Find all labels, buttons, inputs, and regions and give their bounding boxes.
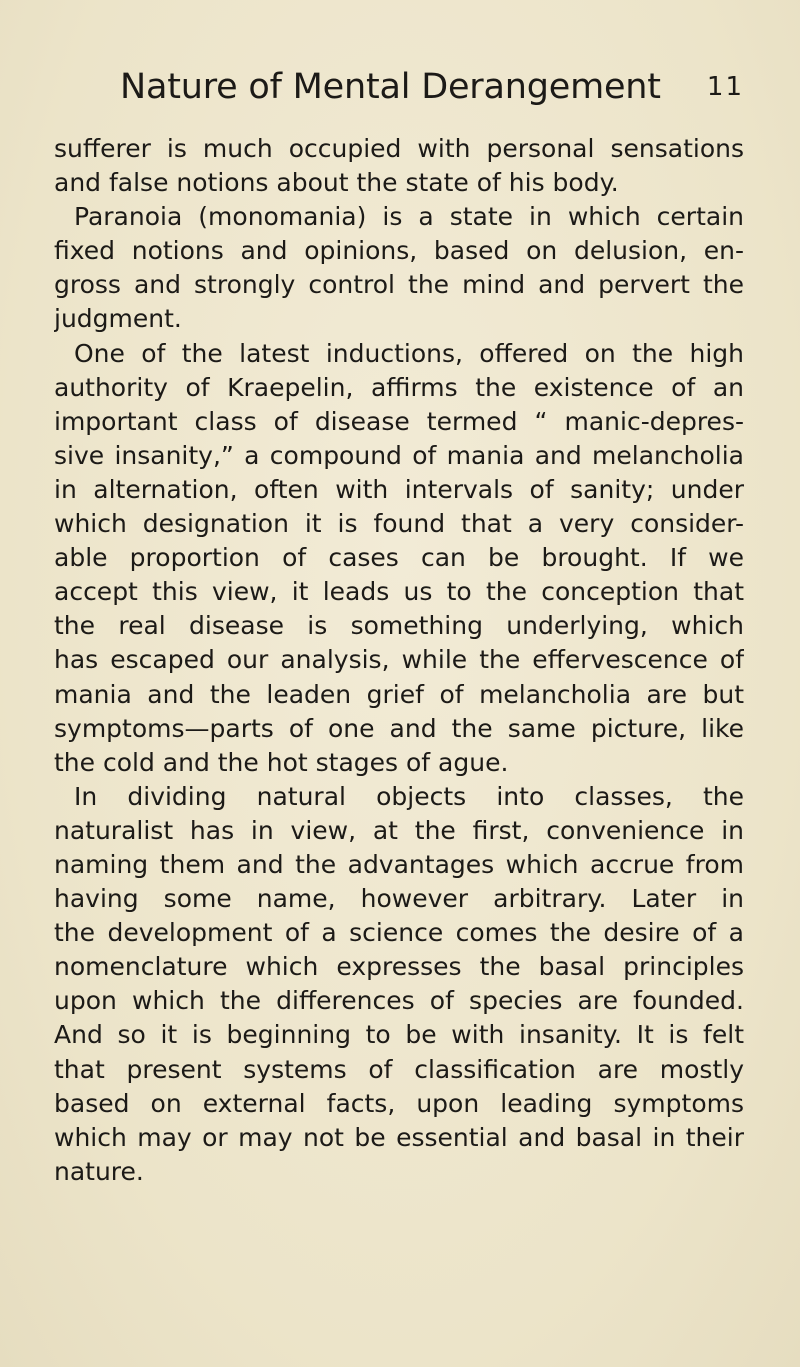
text-line: Paranoia (monomania) is a state in which certain <box>74 202 744 232</box>
text-line: that present systems of classification are mostly <box>54 1054 744 1084</box>
text-line: the cold and the hot stages of ague. <box>54 747 509 777</box>
text-line: sufferer is much occupied with personal sensations <box>54 134 744 163</box>
text-line: has escaped our analysis, while the effervescence of <box>54 645 744 675</box>
text-line: One of the latest inductions, offered on the high <box>74 338 744 368</box>
text-line: judgment. <box>54 304 182 334</box>
text-line: important class of disease termed “ manic-depres- <box>54 406 744 436</box>
text-line: nomenclature which expresses the basal principles <box>54 952 744 982</box>
text-line: naturalist has in view, at the first, convenience in <box>54 815 744 845</box>
body-text <box>54 132 744 1189</box>
text-line: the real disease is something underlying, which <box>54 611 744 641</box>
text-line: based on external facts, upon leading symptoms <box>54 1088 744 1118</box>
text-line: the development of a science comes the desire of a <box>54 918 744 948</box>
text-line: and false notions about the state of his body. <box>54 168 619 198</box>
text-line: And so it is beginning to be with insanity. It is felt <box>54 1020 744 1050</box>
text-line: in alternation, often with intervals of sanity; under <box>54 474 744 504</box>
text-line: upon which the differences of species are founded. <box>54 986 744 1016</box>
text-line: able proportion of cases can be brought. If we <box>54 543 744 573</box>
text-line: gross and strongly control the mind and pervert the <box>54 270 744 300</box>
text-line: In dividing natural objects into classes, the <box>74 781 744 811</box>
text-line: which designation it is found that a very consider- <box>54 509 744 539</box>
text-line: mania and the leaden grief of melancholia are but <box>54 679 744 709</box>
text-line: having some name, however arbitrary. Later in <box>54 884 744 914</box>
text-line: sive insanity,” a compound of mania and melancholia <box>54 440 744 470</box>
text-line: nature. <box>54 1156 144 1186</box>
text-line: which may or may not be essential and basal in their <box>54 1122 744 1152</box>
running-title: Nature of Mental Derangement <box>120 67 661 107</box>
text-line: accept this view, it leads us to the conception that <box>54 577 744 607</box>
text-line: fixed notions and opinions, based on delusion, en- <box>54 236 744 266</box>
page-number: 11 <box>706 72 744 102</box>
text-line: symptoms—parts of one and the same picture, like <box>54 713 744 743</box>
running-head <box>54 62 744 112</box>
text-line: naming them and the advantages which accrue from <box>54 849 744 879</box>
text-line: authority of Kraepelin, affirms the existence of an <box>54 372 744 402</box>
